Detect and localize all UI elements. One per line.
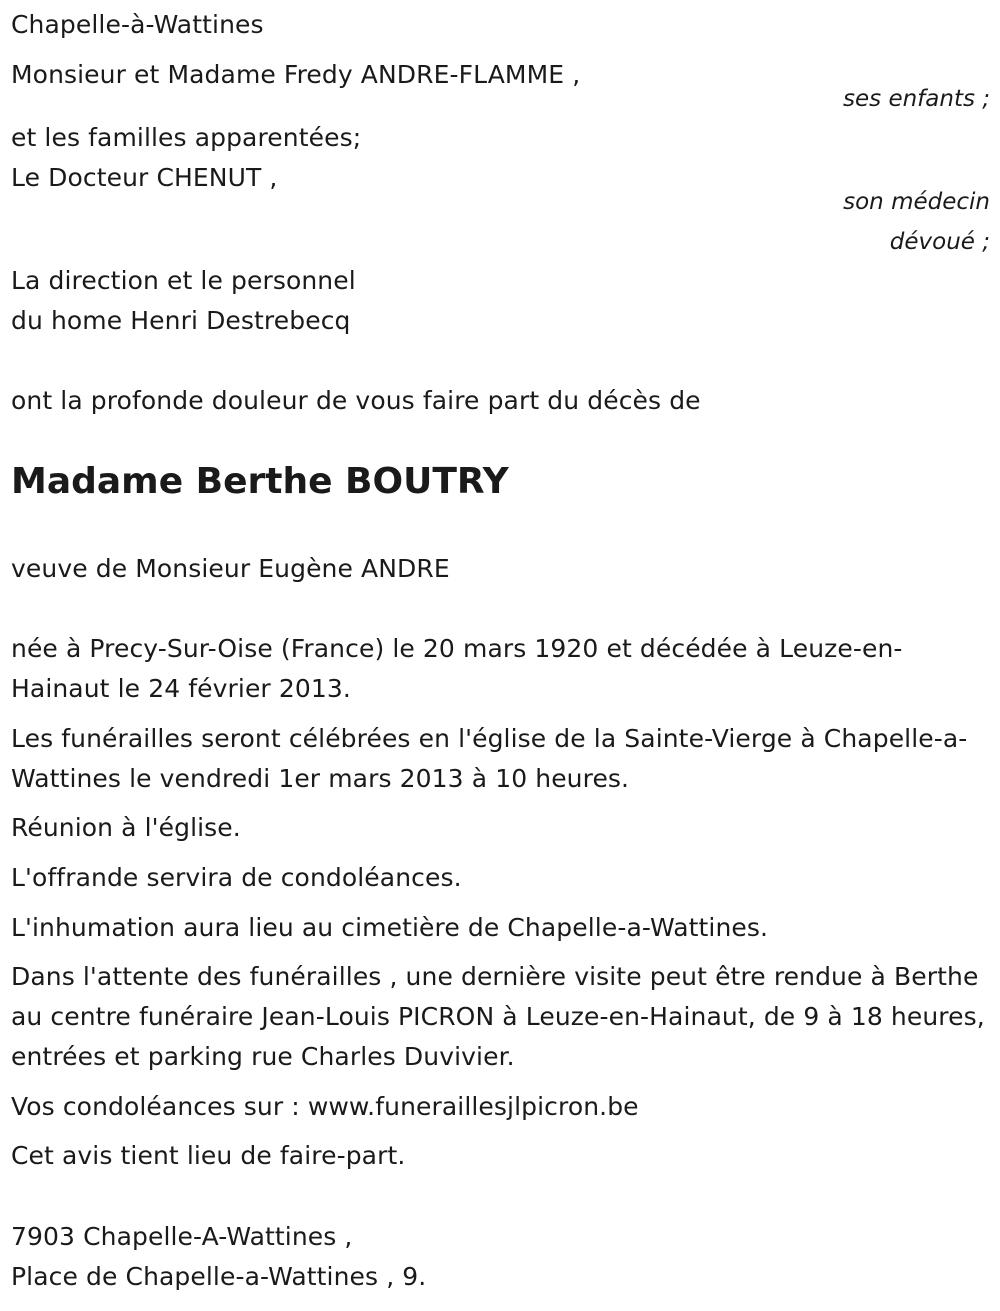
deceased-name: Madame Berthe BOUTRY [11, 461, 509, 502]
notice-note: Cet avis tient lieu de faire-part. [11, 1141, 406, 1170]
family-role-children: ses enfants ; [843, 86, 990, 112]
family-line-2: et les familles apparentées; [11, 123, 362, 152]
doctor-line: Le Docteur CHENUT , [11, 163, 278, 192]
burial-line: L'inhumation aura lieu au cimetière de Chapelle-a-Wattines. [11, 913, 769, 942]
announcement-line: ont la profonde douleur de vous faire part du décès de [11, 386, 701, 415]
doctor-role-1: son médecin [843, 189, 990, 215]
visit-paragraph: Dans l'attente des funérailles , une dernière visite peut être rendue à Berthe au centre funéraire Jean-Louis PICRON à Leuze-en-Hainaut, de 9 à 18 heures, entrées et parking rue Charles Duvivier. [11, 962, 985, 1071]
widow-line: veuve de Monsieur Eugène ANDRE [11, 554, 450, 583]
staff-line-1: La direction et le personnel [11, 266, 356, 295]
family-line-1: Monsieur et Madame Fredy ANDRE-FLAMME , [11, 60, 581, 89]
offering-line: L'offrande servira de condoléances. [11, 863, 462, 892]
place-header: Chapelle-à-Wattines [11, 10, 264, 39]
meeting-line: Réunion à l'église. [11, 813, 241, 842]
staff-line-2: du home Henri Destrebecq [11, 306, 351, 335]
address-line-1: 7903 Chapelle-A-Wattines , [11, 1222, 353, 1251]
address-line-2: Place de Chapelle-a-Wattines , 9. [11, 1262, 427, 1291]
doctor-role-2: dévoué ; [889, 229, 990, 255]
condolences-line: Vos condoléances sur : www.funeraillesjlpicron.be [11, 1092, 639, 1121]
funeral-paragraph: Les funérailles seront célébrées en l'église de la Sainte-Vierge à Chapelle-a-Wattines le vendredi 1er mars 2013 à 10 heures. [11, 724, 968, 793]
birth-death-paragraph: née à Precy-Sur-Oise (France) le 20 mars 1920 et décédée à Leuze-en-Hainaut le 24 février 2013. [11, 634, 903, 703]
